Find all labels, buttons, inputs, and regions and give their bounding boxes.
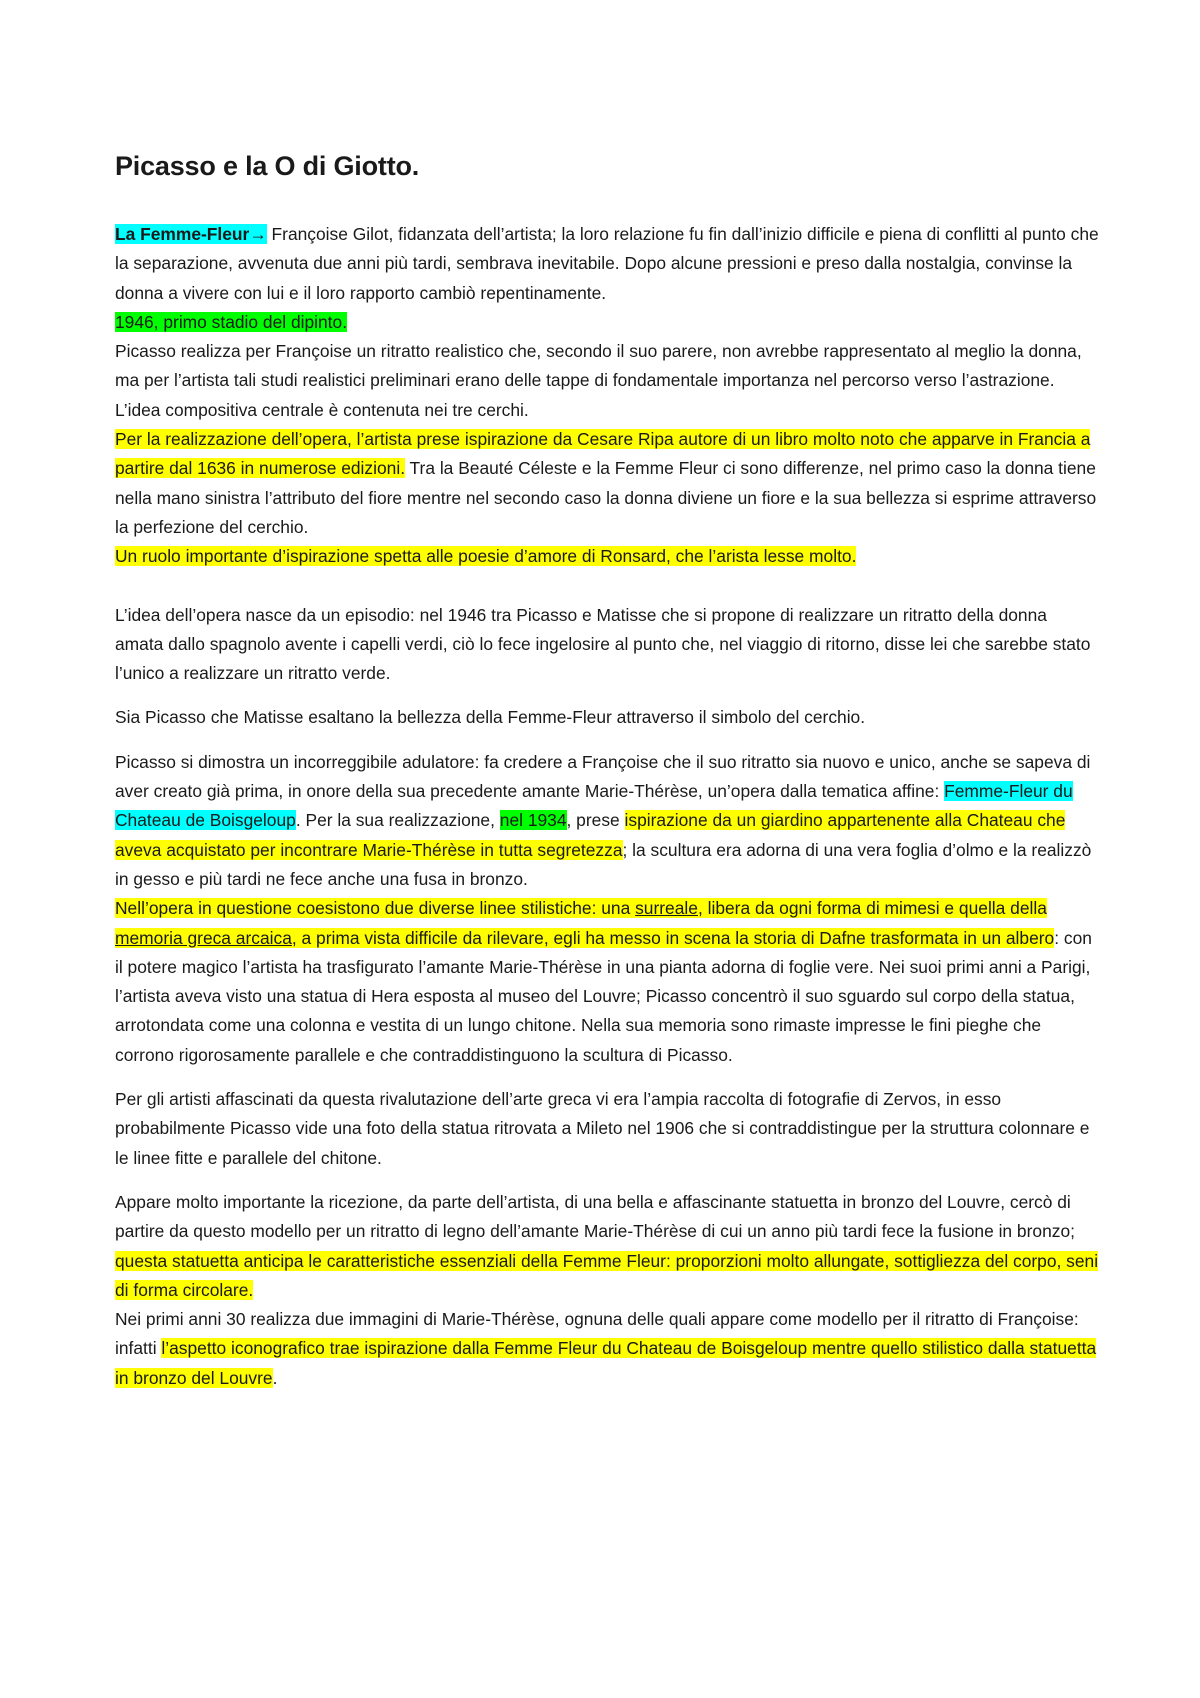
paragraph-adulatore (115, 748, 1100, 894)
paragraph-circle-symbol: Sia Picasso che Matisse esaltano la bellezza della Femme-Fleur attraverso il simbolo del cerchio. (115, 707, 866, 728)
paragraph-text: ; la scultura era adorna di una vera foglia d’olmo e la realizzò in gesso e più tardi ne fece anche una fusa in bronzo. (115, 839, 1092, 889)
arrow-icon: → (249, 224, 267, 244)
yellow-underlined-highlight: surreale (635, 898, 698, 919)
yellow-highlight: l’aspetto iconografico trae ispirazione dalla Femme Fleur du Chateau de Boisgeloup mentre quello stilistico dalla statuetta in bronzo del Louvre (115, 1338, 1097, 1388)
paragraph-marie-therese-images (115, 1305, 1100, 1393)
green-highlight: 1946, primo stadio del dipinto. (115, 311, 348, 332)
yellow-highlight: Per la realizzazione dell’opera, l’artista prese ispirazione da Cesare Ripa autore di un libro molto noto che apparve in Francia a partire dal 1636 in numerose edizioni. (115, 429, 1091, 479)
paragraph-zervos: Per gli artisti affascinati da questa rivalutazione dell’arte greca vi era l’ampia raccolta di fotografie di Zervos, in esso probabilmente Picasso vide una foto della statua ritrovata a Mileto nel 1906 che si contraddistingue per la struttura colonnare e le linee fitte e parallele del chitone. (115, 1089, 1090, 1168)
paragraph-realistic-portrait: Picasso realizza per Françoise un ritratto realistico che, secondo il suo parere, non avrebbe rappresentato al meglio la donna, ma per l’artista tali studi realistici preliminari erano delle tappe di fondamentale importanza nel percorso verso l’astrazione. L’idea compositiva centrale è contenuta nei tre cerchi. (115, 341, 1082, 420)
cyan-highlight-lead: La Femme-Fleur (115, 224, 250, 244)
yellow-highlight: , libera da ogni forma di mimesi e quella della (697, 898, 1047, 919)
paragraph-femme-fleur-intro (115, 220, 1100, 308)
document-page (115, 148, 1100, 1393)
paragraph-text: : con il potere magico l’artista ha trasfigurato l’amante Marie-Thérèse in una pianta adorna di foglie vere. Nei suoi primi anni a Parigi, l’artista aveva visto una statua di Hera esposta al museo del Louvre; Picasso concentrò il suo sguardo sul corpo della statua, arrotondata come una colonna e vestita di un lungo chitone. Nella sua memoria sono rimaste impresse le fini pieghe che corrono rigorosamente parallele e che contraddistinguono la scultura di Picasso. (115, 927, 1092, 1065)
paragraph-text: Tra la Beauté Céleste e la Femme Fleur ci sono differenze, nel primo caso la donna tiene nella mano sinistra l’attributo del fiore mentre nel secondo caso la donna diviene un fiore e la sua bellezza si esprime attraverso la perfezione del cerchio. (115, 458, 1097, 537)
yellow-highlight: , a prima vista difficile da rilevare, egli ha messo in scena la storia di Dafne trasformata in un albero (291, 927, 1055, 948)
paragraph-bronze-statuette (115, 1188, 1100, 1305)
paragraph-stylistic-lines (115, 894, 1100, 1070)
paragraph-text: Françoise Gilot, fidanzata dell’artista; la loro relazione fu fin dall’inizio difficile e piena di conflitti al punto che la separazione, avvenuta due anni più tardi, sembrava inevitabile. Dopo alcune pressioni e preso dalla nostalgia, convinse la donna a vivere con lui e il loro rapporto cambiò repentinamente. (115, 224, 1099, 303)
cyan-highlight: Femme-Fleur du Chateau de Boisgeloup (115, 781, 1073, 831)
paragraph-origin-episode: L’idea dell’opera nasce da un episodio: nel 1946 tra Picasso e Matisse che si propone di realizzare un ritratto della donna amata dallo spagnolo avente i capelli verdi, ciò lo fece ingelosire al punto che, nel viaggio di ritorno, disse lei che sarebbe stato l’unico a realizzare un ritratto verde. (115, 604, 1091, 684)
document-title: Picasso e la O di Giotto. (115, 151, 420, 181)
paragraph-cesare-ripa (115, 425, 1100, 542)
paragraph-ronsard (115, 542, 1100, 571)
green-highlight: nel 1934 (499, 810, 567, 831)
yellow-highlight: questa statuetta anticipa le caratteristiche essenziali della Femme Fleur: proporzioni molto allungate, sottigliezza del corpo, seni di forma circolare. (115, 1250, 1099, 1300)
yellow-highlight: ispirazione da un giardino appartenente alla Chateau che aveva acquistato per incontrare Marie-Thérèse in tutta segretezza (115, 810, 1066, 860)
yellow-highlight: Un ruolo importante d’ispirazione spetta alle poesie d’amore di Ronsard, che l’arista lesse molto. (115, 546, 857, 567)
paragraph-text: . Per la sua realizzazione, (295, 810, 500, 831)
paragraph-text: , prese (566, 810, 625, 831)
paragraph-text: . (272, 1367, 278, 1388)
paragraph-text: Nei primi anni 30 realizza due immagini di Marie-Thérèse, ognuna delle quali appare come modello per il ritratto di Françoise: infatti (115, 1309, 1079, 1359)
paragraph-text: Picasso si dimostra un incorreggibile adulatore: fa credere a Françoise che il suo ritratto sia nuovo e unico, anche se sapeva di aver creato già prima, in onore della sua precedente amante Marie-Thérèse, un’opera dalla tematica affine: (115, 751, 1091, 802)
yellow-underlined-highlight: memoria greca arcaica (115, 927, 292, 948)
paragraph-text: Appare molto importante la ricezione, da parte dell’artista, di una bella e affascinante statuetta in bronzo del Louvre, cercò di partire da questo modello per un ritratto di legno dell’amante Marie-Thérèse di cui un anno più tardi fece la fusione in bronzo; (115, 1191, 1075, 1242)
paragraph-first-stage (115, 308, 1100, 337)
yellow-highlight: Nell’opera in questione coesistono due diverse linee stilistiche: una (115, 898, 636, 919)
